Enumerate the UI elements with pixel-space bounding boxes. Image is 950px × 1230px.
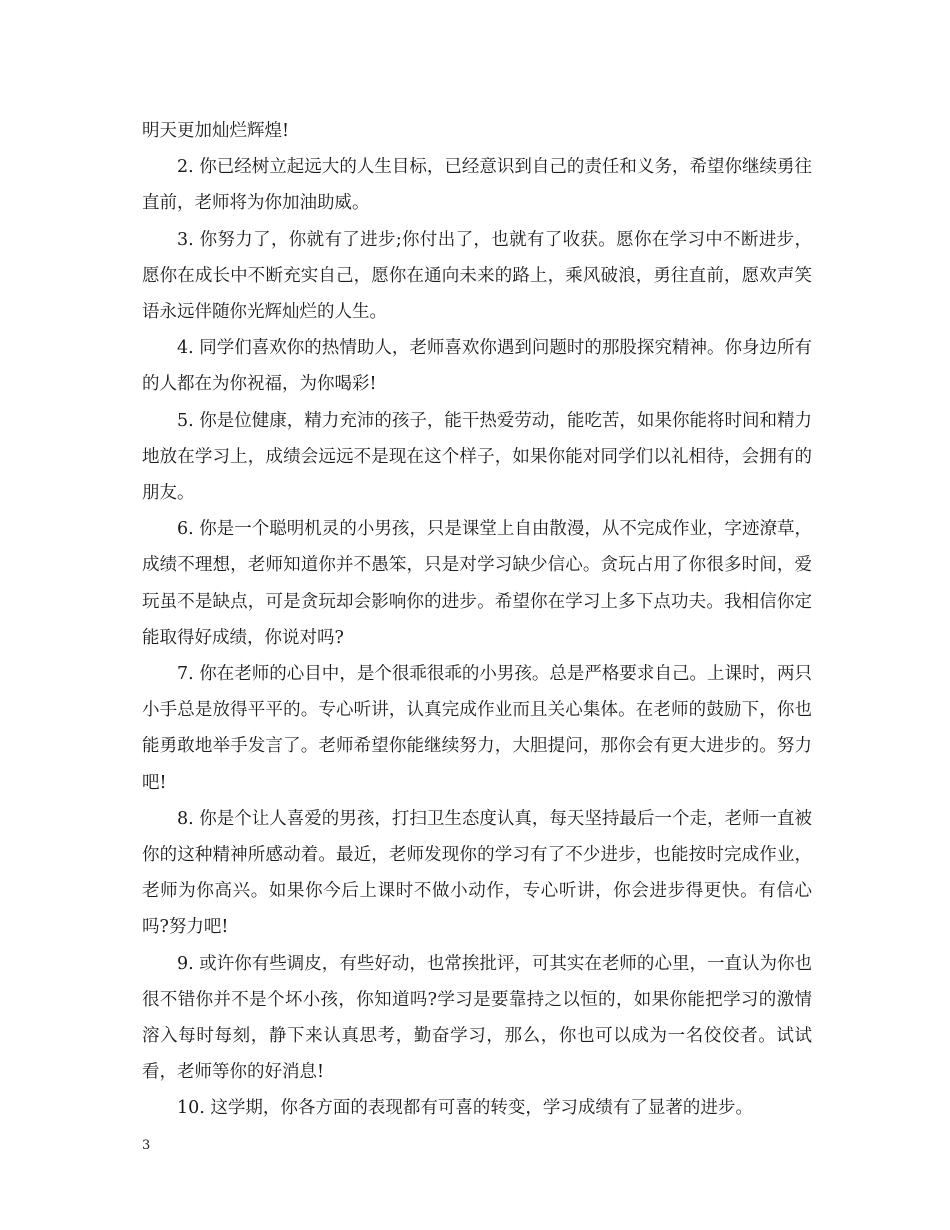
page-number: 3 <box>142 1138 151 1153</box>
paragraph-item-5: 5. 你是位健康，精力充沛的孩子，能干热爱劳动，能吃苦，如果你能将时间和精力地放在学习上，成绩会远远不是现在这个样子，如果你能对同学们以礼相待，会拥有的朋友。 <box>142 410 812 504</box>
paragraph-item-7: 7. 你在老师的心目中，是个很乖很乖的小男孩。总是严格要求自己。上课时，两只小手总是放得平平的。专心听讲，认真完成作业而且关心集体。在老师的鼓励下，你也能勇敢地举手发言了。老师希望你能继续努力，大胆提问，那你会有更大进步的。努力吧! <box>142 664 812 793</box>
paragraph-item-4: 4. 同学们喜欢你的热情助人，老师喜欢你遇到问题时的那股探究精神。你身边所有的人都在为你祝福，为你喝彩! <box>142 338 812 395</box>
paragraph-item-2: 2. 你已经树立起远大的人生目标，已经意识到自己的责任和义务，希望你继续勇往直前，老师将为你加油助威。 <box>142 157 812 214</box>
paragraph-continuation: 明天更加灿烂辉煌! <box>142 121 290 141</box>
paragraph-item-10: 10. 这学期，你各方面的表现都有可喜的转变，学习成绩有了显著的进步。 <box>177 1098 753 1119</box>
paragraph-item-9: 9. 或许你有些调皮，有些好动，也常挨批评，可其实在老师的心里，一直认为你也很不错你并不是个坏小孩，你知道吗?学习是要靠持之以恒的，如果你能把学习的激情溶入每时每刻，静下来认真思考，勤奋学习，那么，你也可以成为一名佼佼者。试试看，老师等你的好消息! <box>142 953 812 1083</box>
paragraph-item-8: 8. 你是个让人喜爱的男孩，打扫卫生态度认真，每天坚持最后一个走，老师一直被你的这种精神所感动着。最近，老师发现你的学习有了不少进步，也能按时完成作业，老师为你高兴。如果你今后上课时不做小动作，专心听讲，你会进步得更快。有信心吗?努力吧! <box>142 808 812 938</box>
paragraph-item-6: 6. 你是一个聪明机灵的小男孩，只是课堂上自由散漫，从不完成作业，字迹潦草，成绩不理想，老师知道你并不愚笨，只是对学习缺少信心。贪玩占用了你很多时间，爱玩虽不是缺点，可是贪玩却会影响你的进步。希望你在学习上多下点功夫。我相信你定能取得好成绩，你说对吗? <box>142 519 812 648</box>
document-body <box>142 113 812 1127</box>
paragraph-item-3: 3. 你努力了，你就有了进步;你付出了，也就有了收获。愿你在学习中不断进步，愿你在成长中不断充实自己，愿你在通向未来的路上，乘风破浪，勇往直前，愿欢声笑语永远伴随你光辉灿烂的人生。 <box>142 229 812 323</box>
